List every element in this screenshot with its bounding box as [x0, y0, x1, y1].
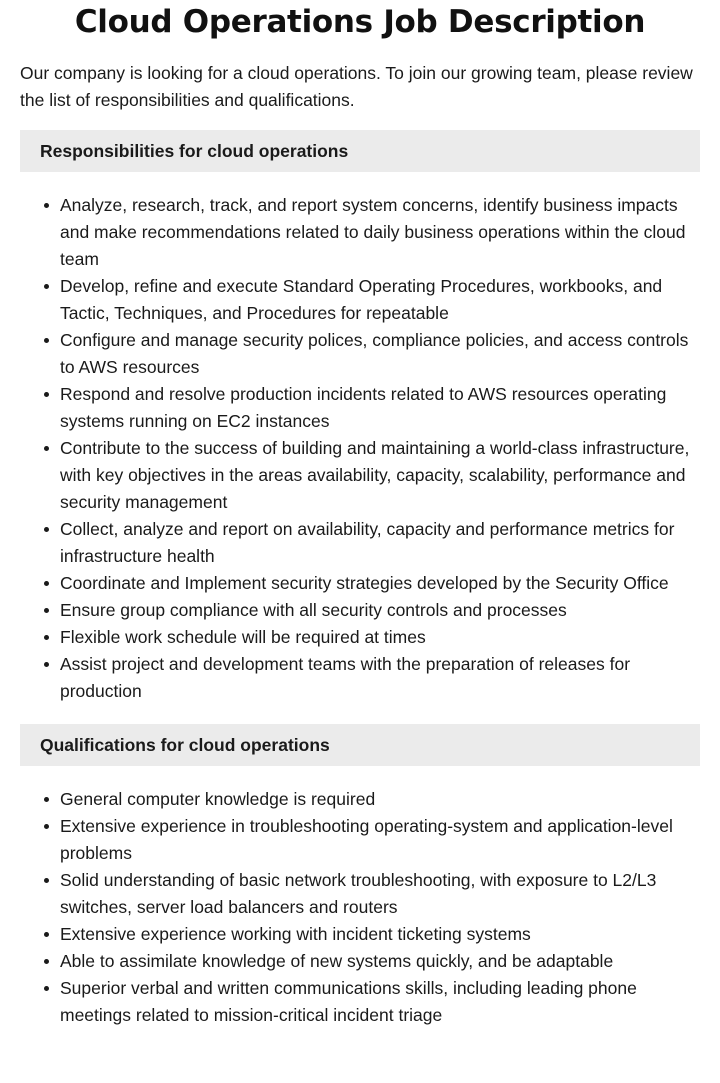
list-item: Extensive experience working with incident ticketing systems — [40, 921, 700, 948]
list-item: Flexible work schedule will be required at times — [40, 624, 700, 651]
list-item: Ensure group compliance with all security controls and processes — [40, 597, 700, 624]
list-item: Respond and resolve production incidents related to AWS resources operating systems running on EC2 instances — [40, 381, 700, 435]
list-item: Contribute to the success of building and maintaining a world-class infrastructure, with key objectives in the areas availability, capacity, scalability, performance and security management — [40, 435, 700, 516]
list-item: Configure and manage security polices, compliance policies, and access controls to AWS resources — [40, 327, 700, 381]
list-item: Extensive experience in troubleshooting operating-system and application-level problems — [40, 813, 700, 867]
responsibilities-heading: Responsibilities for cloud operations — [20, 130, 700, 172]
list-item: Superior verbal and written communications skills, including leading phone meetings related to mission-critical incident triage — [40, 975, 700, 1029]
intro-paragraph: Our company is looking for a cloud operations. To join our growing team, please review the list of responsibilities and qualifications. — [20, 63, 693, 110]
list-item: Collect, analyze and report on availability, capacity and performance metrics for infrastructure health — [40, 516, 700, 570]
qualifications-list — [20, 786, 700, 1029]
list-item: Analyze, research, track, and report system concerns, identify business impacts and make recommendations related to daily business operations within the cloud team — [40, 192, 700, 273]
page-title: Cloud Operations Job Description — [74, 4, 646, 40]
list-item: General computer knowledge is required — [40, 786, 700, 813]
list-item: Solid understanding of basic network troubleshooting, with exposure to L2/L3 switches, server load balancers and routers — [40, 867, 700, 921]
responsibilities-list — [20, 192, 700, 705]
list-item: Able to assimilate knowledge of new systems quickly, and be adaptable — [40, 948, 700, 975]
list-item: Coordinate and Implement security strategies developed by the Security Office — [40, 570, 700, 597]
qualifications-heading: Qualifications for cloud operations — [20, 724, 700, 766]
list-item: Develop, refine and execute Standard Operating Procedures, workbooks, and Tactic, Techniques, and Procedures for repeatable — [40, 273, 700, 327]
list-item: Assist project and development teams with the preparation of releases for production — [40, 651, 700, 705]
